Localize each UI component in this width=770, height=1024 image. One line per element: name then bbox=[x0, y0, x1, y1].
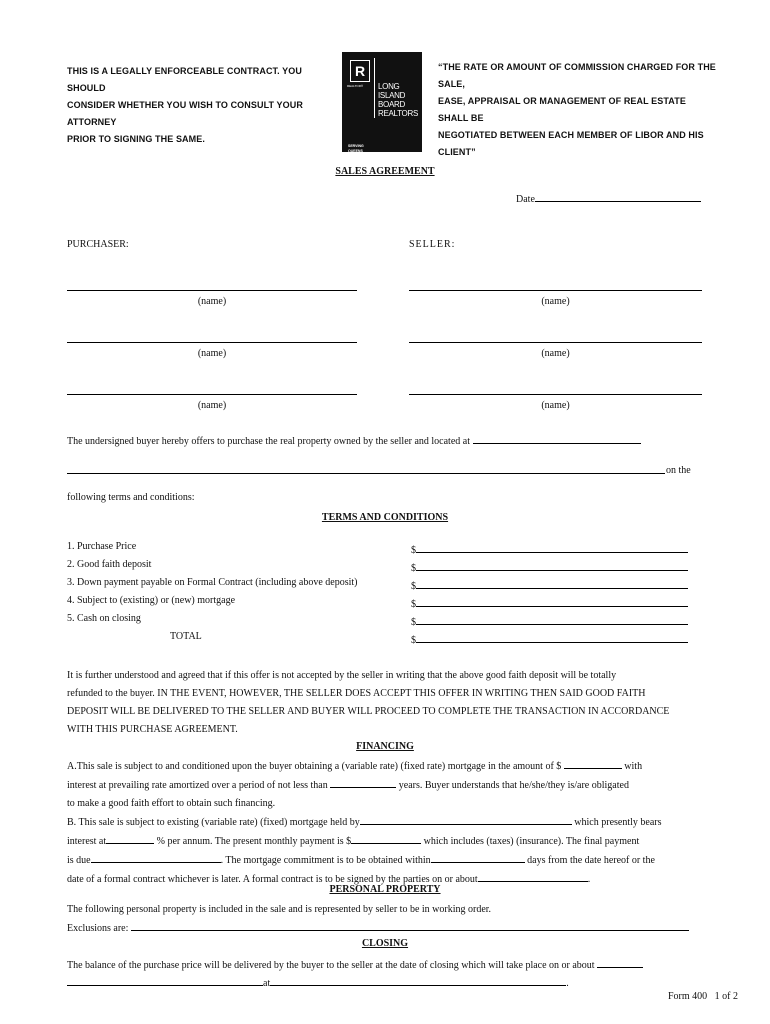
financing-text: interest at prevailing rate amortized over a period of not less than bbox=[67, 780, 328, 791]
term-label: 2. Good faith deposit bbox=[67, 559, 152, 570]
commitment-days-input[interactable] bbox=[431, 851, 525, 863]
financing-text: with bbox=[624, 761, 643, 772]
financing-text: . The mortgage commitment is to be obtained within bbox=[220, 855, 431, 866]
financing-text: date of a formal contract whichever is later. A formal contract is to be signed by the parties on or about bbox=[67, 874, 478, 885]
legal-notice-line: THIS IS A LEGALLY ENFORCEABLE CONTRACT. YOU SHOULD bbox=[67, 66, 302, 93]
financing-text: A.This sale is subject to and conditioned upon the buyer obtaining a (variable rate) (fixed rate) mortgage in the amount of $ bbox=[67, 761, 562, 772]
on-the-text: on the bbox=[666, 465, 691, 476]
closing-text-line bbox=[67, 956, 643, 975]
amortization-years-input[interactable] bbox=[330, 776, 396, 788]
logo-brand-line: LONG bbox=[378, 82, 400, 91]
personal-property-text: The following personal property is included in the sale and is represented by seller to be in working order. bbox=[67, 904, 492, 915]
currency-symbol: $ bbox=[411, 599, 416, 610]
total-label: TOTAL bbox=[170, 631, 202, 642]
realtor-logo bbox=[342, 52, 422, 162]
purchaser-name-caption: (name) bbox=[197, 400, 227, 411]
personal-property-heading: PERSONAL PROPERTY bbox=[329, 884, 441, 895]
logo-brand-line: ISLAND bbox=[378, 91, 406, 100]
financing-text: which includes (taxes) (insurance). The final payment bbox=[423, 836, 640, 847]
closing-text: The balance of the purchase price will be delivered by the buyer to the seller at the date of closing which will take place on or about bbox=[67, 960, 595, 971]
commission-notice-line: “THE RATE OR AMOUNT OF COMMISSION CHARGED FOR THE SALE, bbox=[438, 62, 716, 89]
terms-heading: TERMS AND CONDITIONS bbox=[321, 512, 449, 523]
date-input[interactable] bbox=[535, 190, 701, 202]
logo-location-line: NASSAU & bbox=[348, 153, 367, 157]
purchaser-name-caption: (name) bbox=[197, 348, 227, 359]
monthly-payment-input[interactable] bbox=[351, 832, 421, 844]
closing-location-line bbox=[67, 974, 569, 993]
property-location-input[interactable] bbox=[473, 432, 641, 444]
offer-text bbox=[67, 432, 641, 451]
currency-symbol: $ bbox=[411, 635, 416, 646]
term-amount-field bbox=[411, 577, 688, 592]
financing-text: years. Buyer understands that he/she/they is/are obligated bbox=[398, 780, 629, 791]
commission-notice bbox=[438, 59, 718, 161]
logo-brand-line: REALTORS bbox=[378, 109, 418, 118]
mortgage-amount-input[interactable] bbox=[564, 757, 622, 769]
financing-section bbox=[67, 757, 707, 889]
total-amount-field bbox=[411, 631, 688, 646]
financing-text: interest at bbox=[67, 836, 107, 847]
financing-text: days from the date hereof or the bbox=[527, 855, 655, 866]
term-amount-field bbox=[411, 613, 688, 628]
legal-notice-line: CONSIDER WHETHER YOU WISH TO CONSULT YOUR ATTORNEY bbox=[67, 100, 303, 127]
legal-notice-line: PRIOR TO SIGNING THE SAME. bbox=[67, 134, 205, 144]
purchaser-name-input[interactable] bbox=[67, 290, 357, 291]
page-number: 1 of 2 bbox=[714, 991, 739, 1002]
form-footer bbox=[668, 988, 738, 1006]
financing-text: B. This sale is subject to existing (variable rate) (fixed) mortgage held by bbox=[67, 817, 360, 828]
offer-text-content: The undersigned buyer hereby offers to purchase the real property owned by the seller and located at bbox=[67, 436, 470, 447]
contract-date-input[interactable] bbox=[478, 870, 588, 882]
purchaser-name-input[interactable] bbox=[67, 342, 357, 343]
mortgage-holder-input[interactable] bbox=[360, 813, 572, 825]
good-faith-deposit-input[interactable] bbox=[416, 559, 688, 571]
closing-location-input[interactable] bbox=[270, 974, 566, 986]
financing-text: . bbox=[587, 874, 591, 885]
term-label: 1. Purchase Price bbox=[67, 541, 137, 552]
purchaser-name-input[interactable] bbox=[67, 394, 357, 395]
following-terms-text: following terms and conditions: bbox=[67, 492, 195, 503]
mortgage-input[interactable] bbox=[416, 595, 688, 607]
seller-name-input[interactable] bbox=[409, 394, 702, 395]
currency-symbol: $ bbox=[411, 545, 416, 556]
closing-date-input[interactable] bbox=[597, 956, 643, 968]
logo-brand bbox=[378, 82, 418, 118]
exclusions-label: Exclusions are: bbox=[67, 923, 129, 934]
logo-location-line: QUEENS bbox=[348, 148, 363, 153]
logo-brand-line: BOARD bbox=[378, 100, 405, 109]
logo-location bbox=[348, 144, 366, 162]
page-title: SALES AGREEMENT bbox=[335, 166, 435, 177]
down-payment-input[interactable] bbox=[416, 577, 688, 589]
logo-location-line: SERVING bbox=[348, 144, 364, 148]
term-label: 3. Down payment payable on Formal Contract (including above deposit) bbox=[67, 577, 358, 588]
currency-symbol: $ bbox=[411, 563, 416, 574]
interest-rate-input[interactable] bbox=[106, 832, 154, 844]
total-input[interactable] bbox=[416, 631, 688, 643]
paragraph-line: WITH THIS PURCHASE AGREEMENT. bbox=[67, 724, 238, 735]
financing-text: to make a good faith effort to obtain such financing. bbox=[67, 798, 276, 809]
commission-notice-line: NEGOTIATED BETWEEN EACH MEMBER OF LIBOR AND HIS CLIENT” bbox=[438, 130, 704, 157]
financing-text: which presently bears bbox=[574, 817, 662, 828]
property-location-input-2[interactable] bbox=[67, 473, 665, 474]
closing-date-input-2[interactable] bbox=[67, 974, 263, 986]
seller-name-caption: (name) bbox=[541, 400, 570, 411]
currency-symbol: $ bbox=[411, 617, 416, 628]
form-number: Form 400 bbox=[668, 991, 708, 1002]
date-field bbox=[516, 190, 701, 209]
purchaser-name-caption: (name) bbox=[197, 296, 227, 307]
realtor-mark-icon: R bbox=[350, 60, 370, 82]
purchaser-label: PURCHASER: bbox=[67, 239, 129, 250]
seller-label: SELLER: bbox=[409, 239, 456, 250]
paragraph-line: refunded to the buyer. IN THE EVENT, HOWEVER, THE SELLER DOES ACCEPT THIS OFFER IN WRITING THEN SAID GOOD FAITH bbox=[67, 688, 646, 699]
final-payment-due-input[interactable] bbox=[91, 851, 221, 863]
cash-on-closing-input[interactable] bbox=[416, 613, 688, 625]
closing-heading: CLOSING bbox=[361, 938, 409, 949]
term-amount-field bbox=[411, 559, 688, 574]
financing-text: % per annum. The present monthly payment is $ bbox=[156, 836, 352, 847]
closing-end-text: . bbox=[566, 978, 569, 989]
realtor-mark-caption: REALTOR® bbox=[347, 84, 364, 88]
closing-at-text: at bbox=[263, 978, 271, 989]
term-amount-field bbox=[411, 541, 688, 556]
legal-notice bbox=[67, 63, 332, 148]
date-label: Date bbox=[516, 194, 535, 205]
seller-name-input[interactable] bbox=[409, 342, 702, 343]
term-label: 4. Subject to (existing) or (new) mortgage bbox=[67, 595, 236, 606]
financing-text: is due bbox=[67, 855, 91, 866]
term-amount-field bbox=[411, 595, 688, 610]
seller-name-caption: (name) bbox=[541, 348, 570, 359]
logo-location-line: SUFFOLK bbox=[348, 157, 365, 162]
exclusions-field bbox=[67, 919, 689, 938]
seller-name-caption: (name) bbox=[541, 296, 570, 307]
acceptance-paragraph bbox=[67, 667, 707, 739]
purchase-price-input[interactable] bbox=[416, 541, 688, 553]
paragraph-line: It is further understood and agreed that if this offer is not accepted by the seller in writing that the above good faith deposit will be totally bbox=[67, 670, 617, 681]
seller-name-input[interactable] bbox=[409, 290, 702, 291]
commission-notice-line: EASE, APPRAISAL OR MANAGEMENT OF REAL ESTATE SHALL BE bbox=[438, 96, 686, 123]
exclusions-input[interactable] bbox=[131, 919, 689, 931]
currency-symbol: $ bbox=[411, 581, 416, 592]
paragraph-line: DEPOSIT WILL BE DELIVERED TO THE SELLER AND BUYER WILL PROCEED TO COMPLETE THE TRANSACTION IN ACCORDANCE bbox=[67, 706, 670, 717]
financing-heading: FINANCING bbox=[356, 741, 414, 752]
term-label: 5. Cash on closing bbox=[67, 613, 141, 624]
